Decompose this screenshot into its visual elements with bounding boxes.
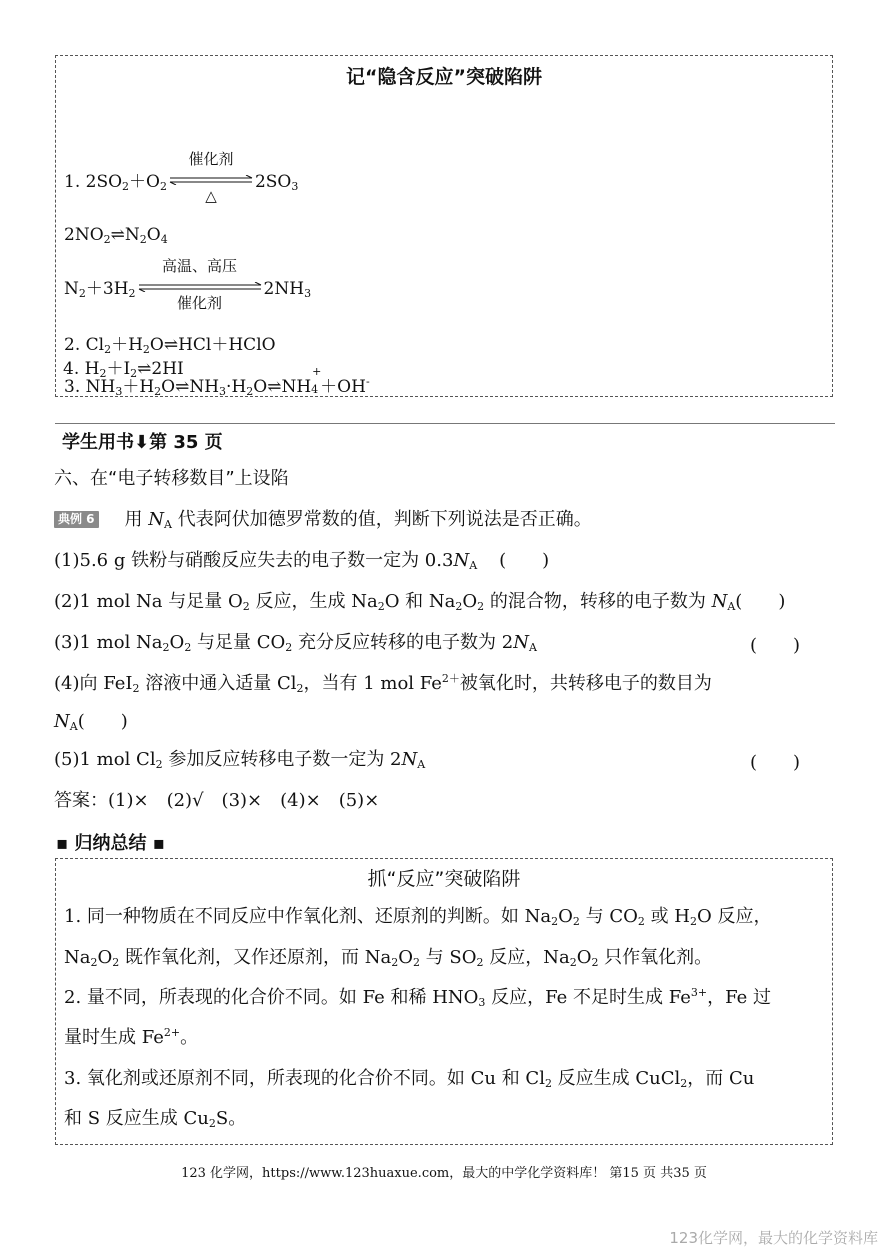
equation-6: 4. $H_2+I_2\rightleftharpoons 2HI$	[63, 359, 184, 380]
summary-point-2-continued: 量时生成 $Fe^{2+}$。	[64, 1026, 199, 1048]
answer-line: 答案：(1)× (2)√ (3)× (4)× (5)×	[54, 790, 380, 811]
question-4: (4)向 FeI$_2$ 溶液中通入适量 $Cl_2$，当有 1 mol $Fe^{2+}$被氧化时，共转移电子的数目为	[54, 672, 712, 695]
question-2: (2)1 mol Na 与足量 $O_2$ 反应，生成 $Na_2O$ 和 $Na_2O_2$ 的混合物，转移的电子数为 $N_A$( )	[54, 591, 786, 613]
equation-5: 3. $NH_3+H_2O\rightleftharpoons NH_3\cdot H_2O\rightleftharpoons NH$ + 4 ＋OH-	[64, 365, 370, 398]
summary-point-1: 1. 同一种物质在不同反应中作氧化剂、还原剂的判断。如 $Na_2O_2$ 与 $CO_2$ 或 $H_2O$ 反应，	[64, 906, 772, 928]
summary-point-3: 3. 氧化剂或还原剂不同，所表现的化合价不同。如 Cu 和 $Cl_2$ 反应生成 CuCl$_2$，而 Cu	[64, 1068, 755, 1090]
question-5: (5)1 mol $Cl_2$ 参加反应转移电子数一定为 $2N_A$	[54, 749, 426, 771]
reversible-arrow-condition-2: 高温、高压 催化剂	[137, 278, 263, 300]
question-4-continued: $N_A$( )	[54, 711, 128, 733]
answer-blank-4: ( )	[77, 711, 128, 732]
student-book-reference: 学生用书⬇第 35 页	[62, 432, 223, 453]
reversible-arrow-condition-1: 催化剂 △	[168, 171, 254, 193]
answer-blank-3: ( )	[750, 635, 801, 656]
hidden-reaction-box	[55, 55, 833, 397]
answer-blank-1: ( )	[499, 550, 550, 571]
summary-point-2: 2. 量不同，所表现的化合价不同。如 Fe 和稀 $HNO_3$ 反应，Fe 不足时生成 $Fe^{3+}$，Fe 过	[64, 986, 772, 1009]
page-footer: 123 化学网，https://www.123huaxue.com，最大的中学化学资料库！ 第15 页 共35 页	[181, 1166, 707, 1181]
summary-heading: ▪ 归纳总结 ▪	[56, 833, 165, 854]
example-tag: 典例 6	[54, 511, 99, 528]
reversible-arrow-icon	[137, 282, 263, 292]
answer-blank-2: ( )	[735, 591, 786, 612]
equation-1: 1. $2SO_2+O_2$ 催化剂 △ $2SO_3$	[64, 150, 299, 205]
reversible-arrow-icon	[168, 175, 254, 185]
equation-2: $2NO_2\rightleftharpoons N_2O_4$	[64, 225, 168, 246]
equation-4: 2. $Cl_2+H_2O\rightleftharpoons HCl+HClO$	[64, 335, 276, 356]
hidden-reaction-title: 记“隐含反应”突破陷阱	[346, 66, 542, 88]
watermark: 123化学网，最大的化学资料库	[669, 1229, 878, 1247]
section-divider	[55, 423, 835, 424]
question-1: (1)5.6 g 铁粉与硝酸反应失去的电子数一定为 $0.3N_A$ ( )	[54, 550, 550, 572]
down-arrow-icon: ⬇	[134, 432, 150, 453]
answer-blank-5: ( )	[750, 752, 801, 773]
equation-3: $N_2+3H_2$ 高温、高压 催化剂 $2NH_3$	[64, 257, 312, 312]
section-title: 六、在“电子转移数目”上设陷	[54, 468, 289, 489]
reaction-trap-title: 抓“反应”突破陷阱	[367, 868, 521, 890]
example-intro: 典例 6 用 $N_A$ 代表阿伏加德罗常数的值，判断下列说法是否正确。	[54, 508, 592, 532]
question-3: (3)1 mol $Na_2O_2$ 与足量 $CO_2$ 充分反应转移的电子数为 $2N_A$	[54, 632, 537, 654]
reaction-trap-box	[55, 858, 833, 1145]
summary-point-3-continued: 和 S 反应生成 $Cu_2S$。	[64, 1108, 247, 1130]
summary-point-1-continued: $Na_2O_2$ 既作氧化剂，又作还原剂，而 $Na_2O_2$ 与 $SO_2$ 反应，$Na_2O_2$ 只作氧化剂。	[64, 947, 713, 969]
